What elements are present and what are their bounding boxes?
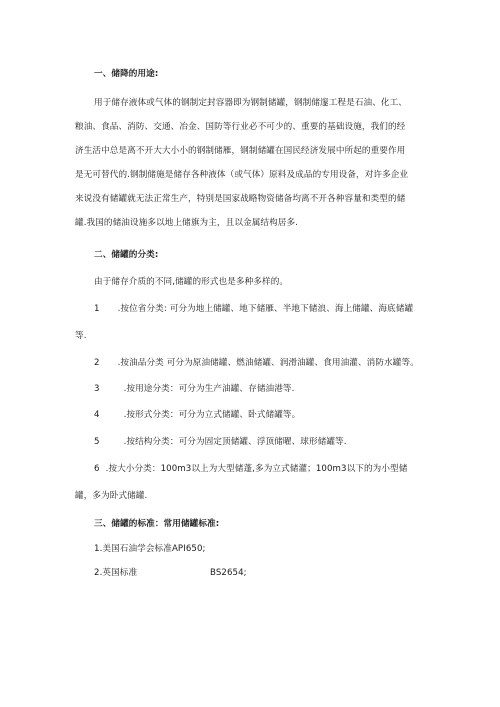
list-item-4-text: .按形式分类：可分为立式储罐、卧式储罐等。 [123, 410, 301, 420]
list-item-6-text: .按大小分类：100m3以上为大型储蓬,多为立式储灌；100m3以下的为小型储 [105, 464, 408, 474]
section-2-intro: 由于储存介质的不同,储罐的形式也是多种多样的。 [94, 277, 289, 287]
list-item-5 [94, 436, 347, 448]
list-item-1-number: 1 [94, 304, 100, 314]
section-1-paragraph-line-3: 济生活中总是离不开大大小小的钢制储雁，钢制储罐在国民经济发展中所起的重要作用 [75, 146, 406, 156]
section-1-paragraph-line-6: 罐.我国的储油设施多以地上储旗为主，且以金属结构居多. [75, 218, 299, 228]
section-3-heading: 三、储罐的标准：常用储罐标准: [94, 519, 220, 529]
standard-1: 1.美国石油学会标准API650; [94, 544, 206, 554]
section-1-paragraph-line-4: 是无可替代的.钢制储施是储存各种液体（或气体）原料及成品的专用设备，对许多企业 [75, 170, 409, 180]
standard-2-value: BS2654; [210, 568, 247, 578]
list-item-3 [94, 383, 294, 395]
section-1-paragraph-line-1: 用于储存液体或气体的钢制定封容器即为钢制储罐，钢制储邃工程是石油、化工、 [94, 98, 407, 108]
list-item-1 [94, 303, 413, 315]
list-item-4 [94, 409, 300, 421]
section-1-heading: 一、储降的用途: [94, 69, 159, 79]
list-item-1-continuation: 等. [75, 331, 87, 341]
list-item-1-text: .按位省分类: 可分为地上储罐、地下储雁、半地下储浪、海上储罐、海底储罐 [117, 304, 414, 314]
list-item-5-text: .按结构分类：可分为固定顶储罐、浮顶储曜、球形储罐等. [123, 437, 347, 447]
section-1-paragraph-line-5: 来说没有储罐就无法正常生产，特别是国家战略物资储备均离不开各种容量和类型的储 [75, 194, 406, 204]
list-item-5-number: 5 [94, 437, 100, 447]
list-item-6 [94, 463, 407, 475]
list-item-3-text: .按用途分类：可分为生产油罐、存储油港等. [123, 384, 295, 394]
list-item-2 [94, 357, 419, 369]
list-item-4-number: 4 [94, 410, 100, 420]
list-item-2-number: 2 [94, 358, 100, 368]
list-item-3-number: 3 [94, 384, 100, 394]
section-2-heading: 二、储罐的分类: [94, 250, 159, 260]
list-item-2-text: .按油品分类 可分为原油储罐、燃油储罐、润滑油罐、食用油灌、消防水罐等。 [117, 358, 419, 368]
section-1-paragraph-line-2: 粮油、食品、消防、交通、冶金、国防等行业必不可少的、重要的基础设施，我们的经 [75, 122, 406, 132]
list-item-6-number: 6 [94, 464, 100, 474]
standard-2-label: 2.英国标准 [94, 568, 138, 578]
list-item-6-continuation: 罐，多为卧式储罐. [75, 491, 148, 501]
